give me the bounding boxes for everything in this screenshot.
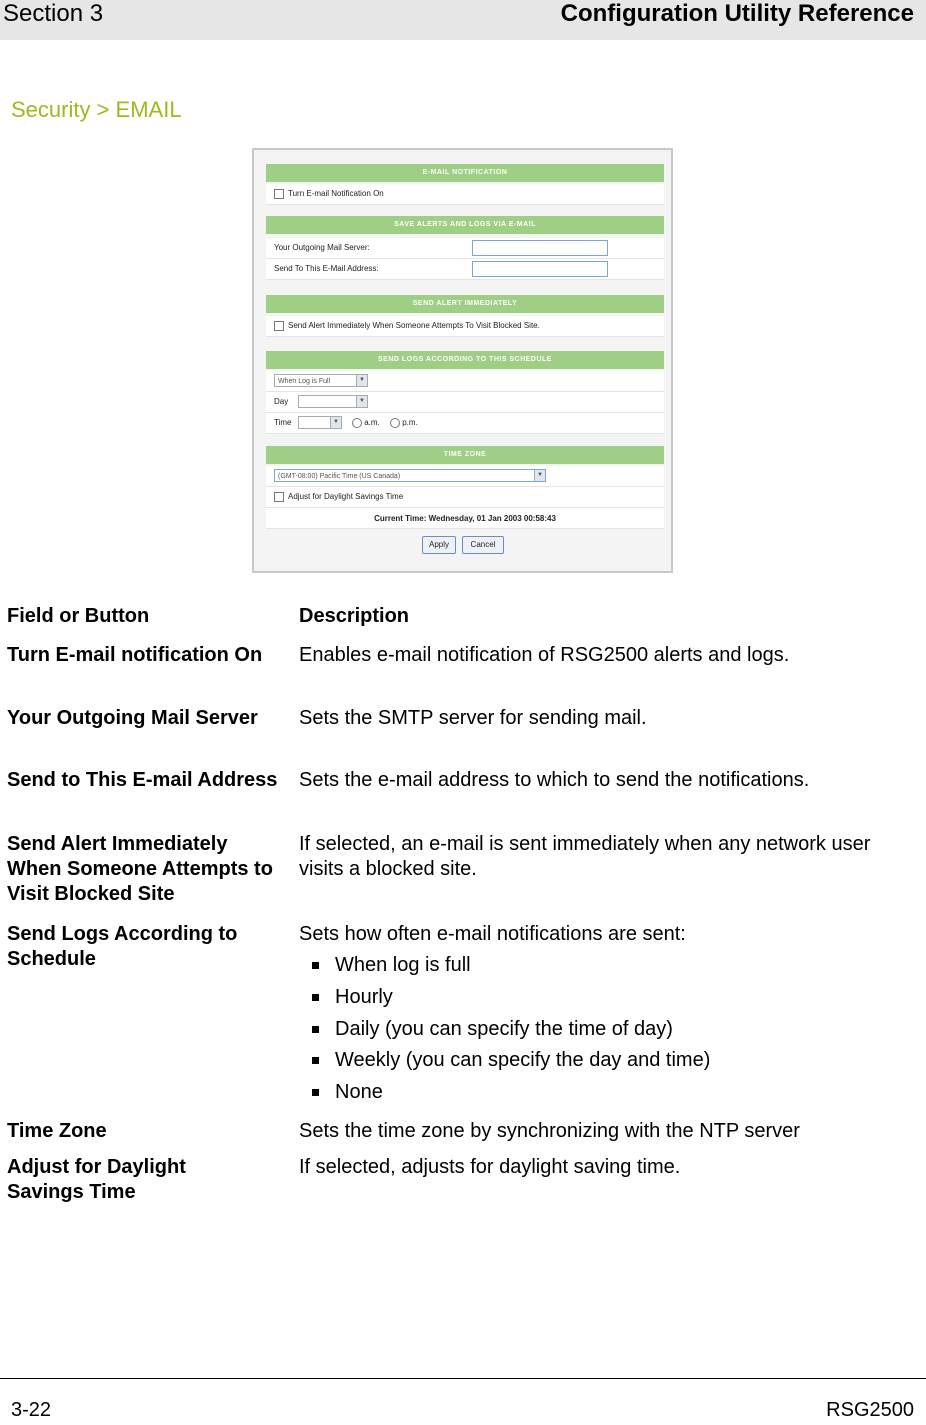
schedule-select[interactable]: [274, 374, 368, 387]
bar-schedule: SEND LOGS ACCORDING TO THIS SCHEDULE: [266, 351, 664, 369]
time-row: [266, 413, 664, 434]
day-select[interactable]: [298, 395, 368, 408]
bar-save-alerts: SAVE ALERTS AND LOGS VIA E-MAIL: [266, 216, 664, 234]
row-desc: Sets the e-mail address to which to send the notifications.: [299, 769, 810, 791]
row-desc: Sets the SMTP server for sending mail.: [299, 707, 647, 729]
mail-server-label: Your Outgoing Mail Server:: [274, 243, 370, 252]
chevron-down-icon: ▼: [356, 375, 367, 386]
schedule-row: [266, 371, 664, 392]
day-label: Day: [274, 397, 289, 406]
cancel-button[interactable]: Cancel: [462, 536, 504, 554]
timezone-select[interactable]: [274, 469, 546, 482]
chevron-down-icon: ▼: [356, 396, 367, 407]
dst-checkbox[interactable]: [274, 492, 284, 502]
page-header: [0, 0, 926, 40]
mail-server-row: [266, 238, 664, 259]
schedule-value: When Log is Full: [278, 378, 331, 385]
time-select[interactable]: [298, 416, 342, 429]
dst-label: Adjust for Daylight Savings Time: [288, 492, 404, 502]
alert-label: Send Alert Immediately When Someone Attempts To Visit Blocked Site.: [288, 321, 540, 331]
day-row: [266, 392, 664, 413]
footer-divider: [0, 1378, 926, 1379]
section-label: Section 3: [3, 0, 104, 27]
alert-row: [266, 316, 664, 337]
breadcrumb: Security > EMAIL: [11, 97, 182, 122]
bar-time-zone: TIME ZONE: [266, 446, 664, 464]
col-header-description: Description: [299, 605, 410, 627]
current-time-row: [266, 508, 664, 529]
email-settings-screenshot: [252, 148, 673, 573]
list-item: Weekly (you can specify the day and time): [312, 1048, 710, 1073]
row-field: Adjust for Daylight Savings Time: [7, 1156, 186, 1203]
turn-on-checkbox[interactable]: [274, 189, 284, 199]
chevron-down-icon: ▼: [534, 470, 545, 481]
dst-row: [266, 487, 664, 508]
row-desc: If selected, adjusts for daylight saving time.: [299, 1156, 681, 1178]
row-field: Your Outgoing Mail Server: [7, 707, 258, 729]
bar-send-alert: SEND ALERT IMMEDIATELY: [266, 295, 664, 313]
pm-label: p.m.: [402, 418, 418, 428]
chevron-down-icon: ▼: [330, 417, 341, 428]
apply-button[interactable]: Apply: [422, 536, 456, 554]
current-time: Current Time: Wednesday, 01 Jan 2003 00:58:43: [374, 514, 556, 523]
list-item: Daily (you can specify the time of day): [312, 1017, 673, 1042]
time-label: Time: [274, 418, 292, 427]
row-desc: Sets how often e-mail notifications are sent:: [299, 923, 686, 945]
list-item: Hourly: [312, 985, 393, 1010]
row-field: Turn E-mail notification On: [7, 644, 263, 666]
send-to-row: [266, 259, 664, 280]
mail-server-input[interactable]: [472, 240, 608, 256]
turn-on-label: Turn E-mail Notification On: [288, 189, 384, 199]
row-desc: If selected, an e-mail is sent immediately when any network user visits a blocked site.: [299, 833, 871, 880]
product-name: RSG2500: [826, 1399, 914, 1421]
chapter-title: Configuration Utility Reference: [560, 0, 914, 27]
page-number: 3-22: [11, 1399, 52, 1421]
row-desc: Sets the time zone by synchronizing with the NTP server: [299, 1120, 800, 1142]
timezone-row: [266, 466, 664, 487]
am-label: a.m.: [364, 418, 380, 428]
row-field: Time Zone: [7, 1120, 107, 1142]
list-item: None: [312, 1080, 383, 1105]
row-desc: Enables e-mail notification of RSG2500 alerts and logs.: [299, 644, 790, 666]
timezone-value: (GMT-08:00) Pacific Time (US Canada): [278, 473, 401, 480]
row-field: Send Alert Immediately When Someone Attempts to Visit Blocked Site: [7, 833, 273, 905]
row-field: Send Logs According to Schedule: [7, 923, 238, 970]
am-radio[interactable]: [352, 418, 362, 428]
list-item: When log is full: [312, 953, 471, 978]
turn-on-row: [266, 184, 664, 205]
send-to-input[interactable]: [472, 261, 608, 277]
col-header-field: Field or Button: [7, 605, 150, 627]
bar-email-notification: E-MAIL NOTIFICATION: [266, 164, 664, 182]
alert-checkbox[interactable]: [274, 321, 284, 331]
pm-radio[interactable]: [390, 418, 400, 428]
send-to-label: Send To This E-Mail Address:: [274, 264, 379, 273]
row-field: Send to This E-mail Address: [7, 769, 278, 791]
